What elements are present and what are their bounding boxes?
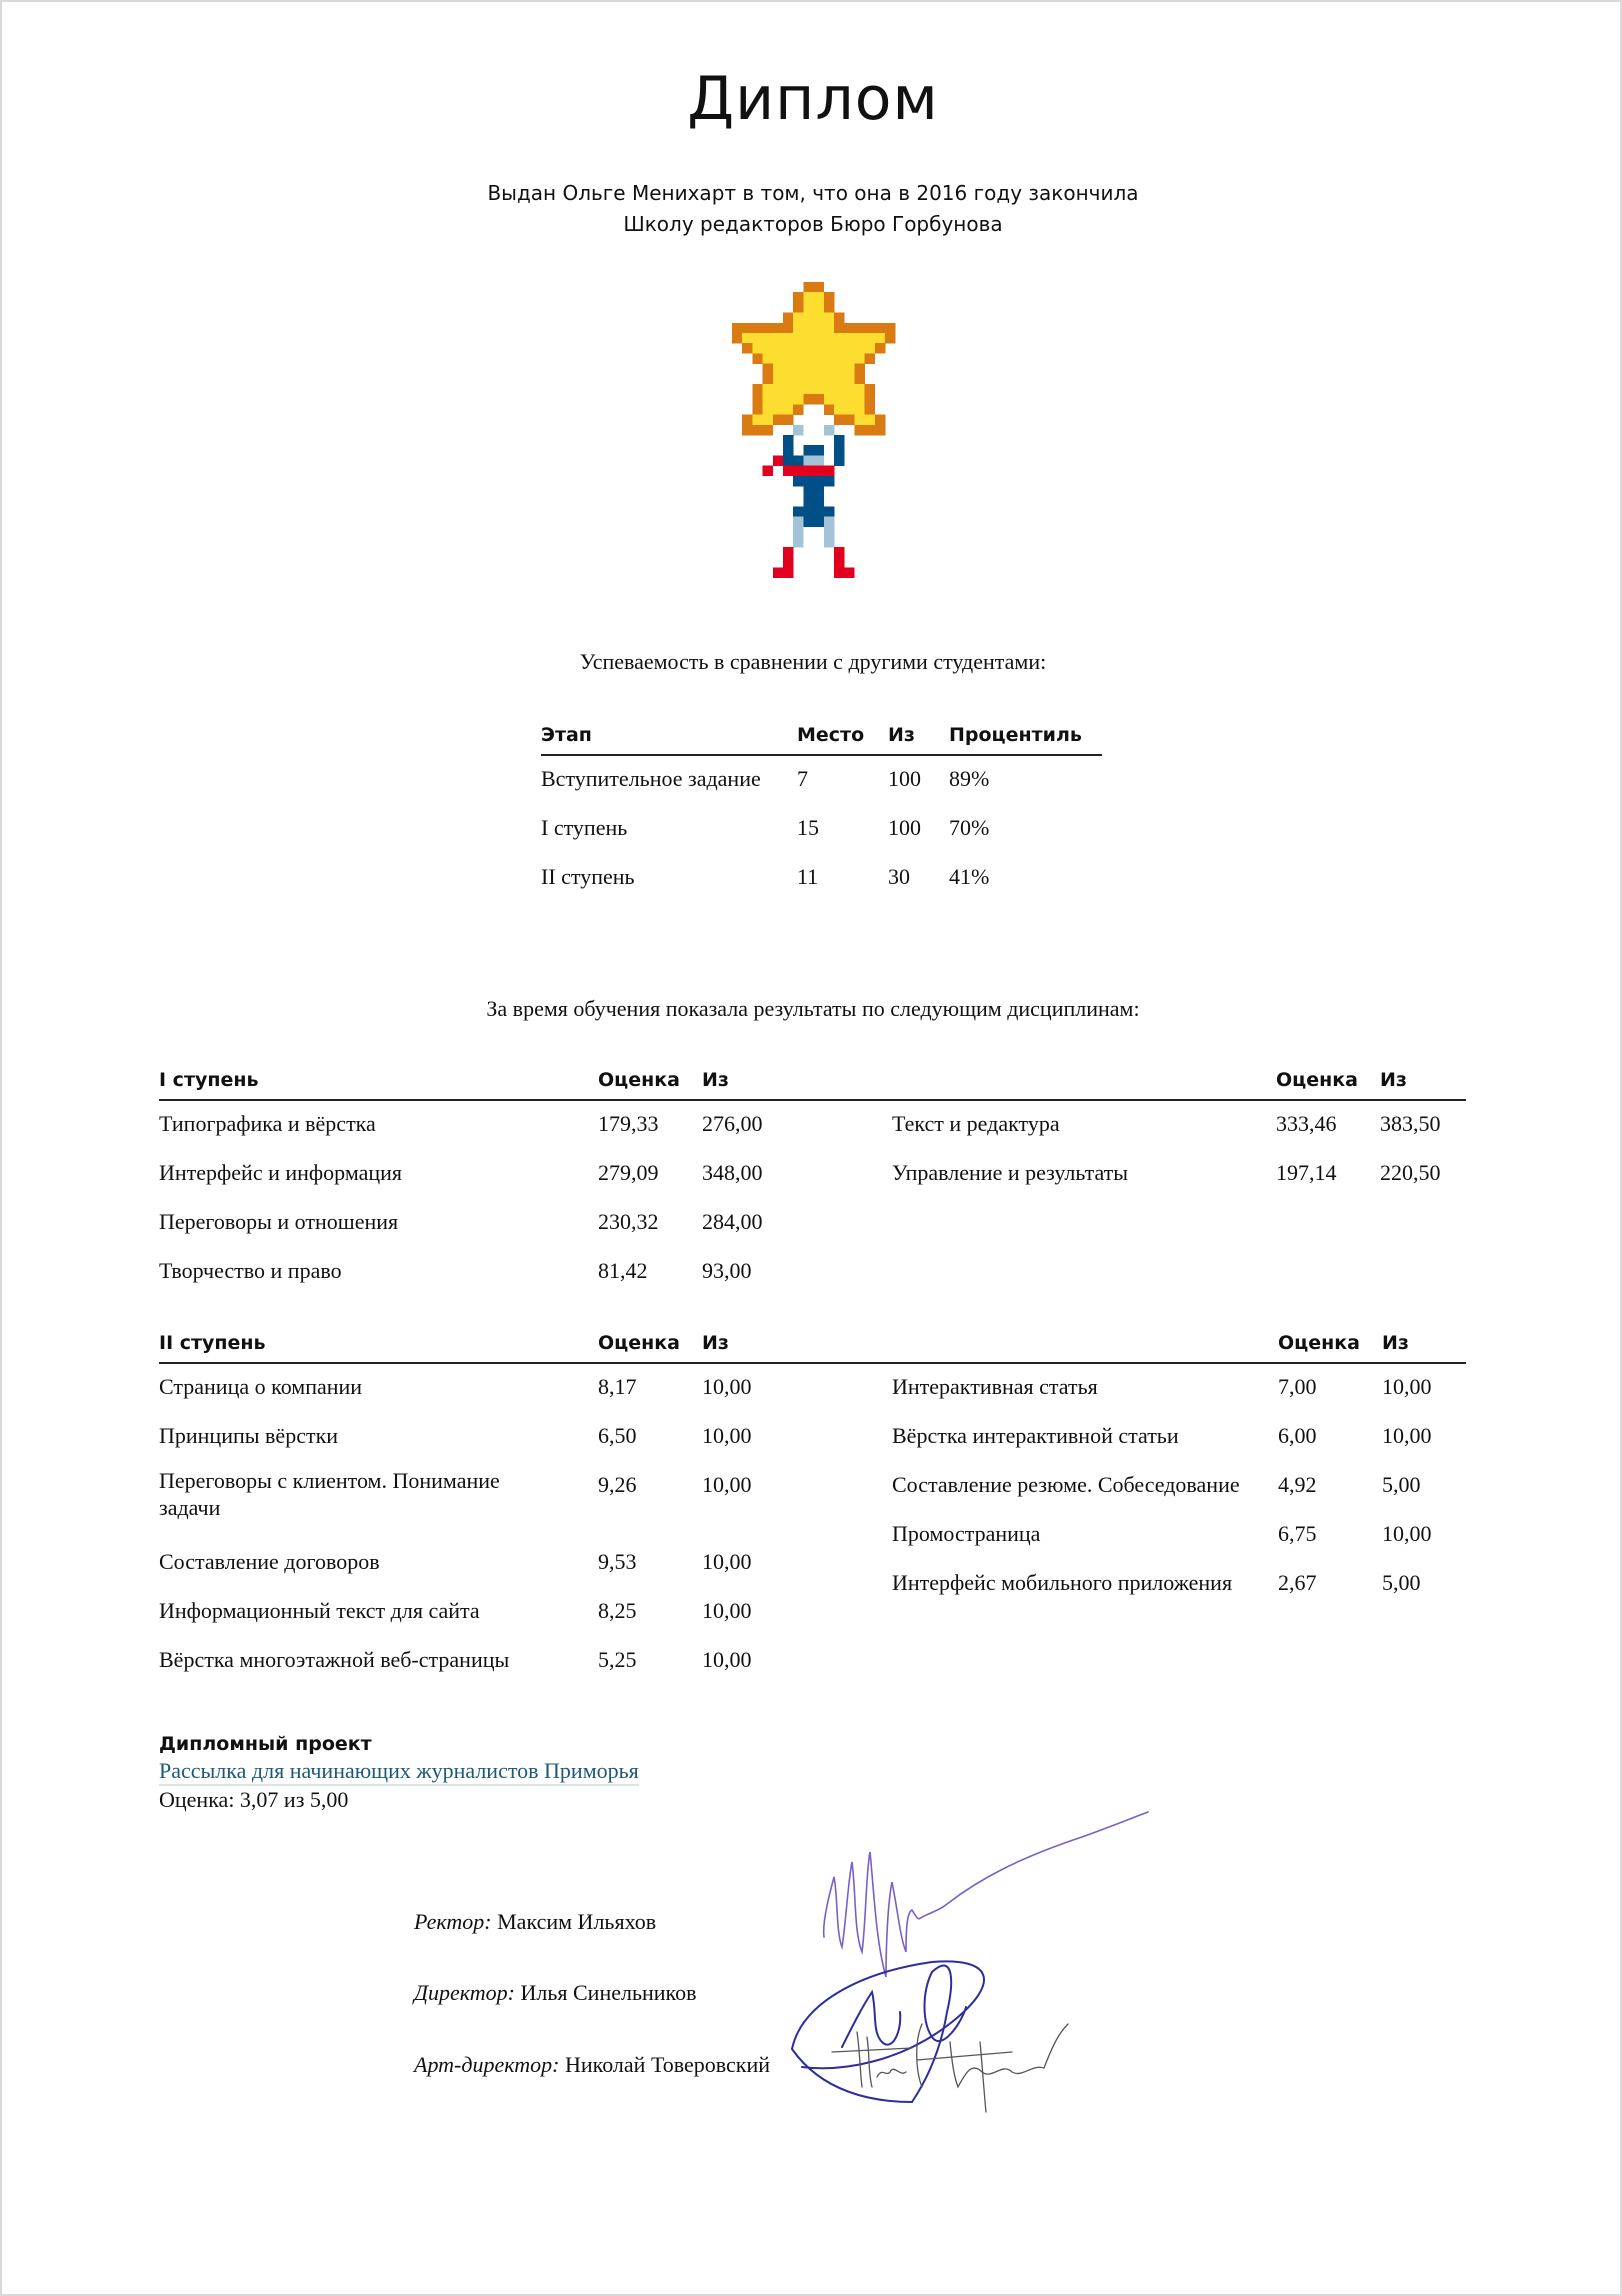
discipline-name: Переговоры с клиентом. Понимание задачи [159,1468,500,1520]
pixel-block [742,425,773,436]
discipline-name: Составление договоров [159,1549,380,1574]
discipline-score: 4,92 [1278,1472,1317,1497]
pixel-block [834,415,855,426]
discipline-name: Интерактивная статья [892,1374,1098,1399]
discipline-score: 81,42 [598,1258,648,1283]
pixel-block [732,333,743,344]
pixel-block [793,506,834,517]
pixel-block [824,425,835,436]
signatory-role: Директор: [414,1980,515,2005]
discipline-max: 383,50 [1380,1111,1441,1136]
performance-table [541,720,1102,903]
stage2-score-header-right: Оценка [1278,1332,1360,1354]
discipline-row [159,1462,799,1539]
signatory-name: Максим Ильяхов [497,1909,657,1934]
discipline-score: 333,46 [1276,1111,1337,1136]
pixel-block [803,282,824,293]
discipline-max: 10,00 [1382,1423,1432,1448]
pixel-block [854,374,865,385]
pixel-block [763,466,774,477]
pixel-block [875,343,886,354]
pixel-block [763,394,804,405]
pixel-block [803,302,824,313]
pixel-block [793,404,804,415]
pixel-block [834,323,896,334]
stage1-title: I ступень [159,1069,259,1091]
discipline-row [159,1588,799,1637]
signatory-director [414,1980,697,2006]
discipline-row [159,1101,799,1150]
pixel-block [783,466,834,477]
discipline-name: Составление резюме. Собеседование [892,1472,1240,1497]
signatory-role: Арт-директор: [414,2052,560,2077]
discipline-max: 10,00 [702,1423,752,1448]
pixel-block [865,353,876,364]
pixel-block [834,547,845,558]
discipline-name: Вёрстка интерактивной статьи [892,1423,1179,1448]
pixel-block [793,527,804,538]
discipline-max: 10,00 [702,1549,752,1574]
discipline-score: 9,53 [598,1549,637,1574]
cell-stage: Вступительное задание [541,766,761,791]
discipline-row [159,1539,799,1588]
cell-place: 7 [797,766,808,791]
stage1-score-header-left: Оценка [598,1069,680,1091]
stage2-of-header-right: Из [1382,1332,1409,1354]
subtitle-line-2: Школу редакторов Бюро Горбунова [623,212,1003,236]
pixel-block [742,415,753,426]
performance-table-header [541,720,1102,756]
pixel-block [752,394,763,405]
pixel-block [875,415,886,426]
stage2-score-header-left: Оценка [598,1332,680,1354]
pixel-block [763,404,794,415]
pixel-block [732,323,794,334]
director-signature-icon [792,1961,984,2102]
subtitle-line-1: Выдан Ольге Менихарт в том, что она в 2016 году закончила [487,181,1139,205]
discipline-score: 8,17 [598,1374,637,1399]
discipline-score: 2,67 [1278,1570,1317,1595]
pixel-block [752,353,763,364]
pixel-block [824,517,835,528]
discipline-max: 220,50 [1380,1160,1441,1185]
pixel-block [752,415,773,426]
project-heading: Дипломный проект [159,1733,372,1755]
pixel-block [824,292,835,303]
discipline-name: Текст и редактура [892,1111,1060,1136]
discipline-score: 7,00 [1278,1374,1317,1399]
cell-of: 100 [888,766,921,791]
pixel-block [803,517,824,528]
discipline-max: 10,00 [702,1374,752,1399]
discipline-max: 10,00 [1382,1521,1432,1546]
signatory-art-director [414,2052,770,2078]
subtitle [2,178,1622,240]
pixel-block [742,343,753,354]
discipline-name: Интерфейс и информация [159,1160,403,1185]
discipline-row [892,1413,1466,1462]
discipline-max: 348,00 [702,1160,763,1185]
pixel-block [773,455,784,466]
discipline-score: 6,00 [1278,1423,1317,1448]
stage1-disciplines [159,1065,1466,1283]
discipline-max: 10,00 [702,1472,752,1497]
stage1-of-header-right: Из [1380,1069,1407,1091]
pixel-block [834,404,865,415]
pixel-block [752,384,763,395]
pixel-block [803,394,824,405]
discipline-name: Вёрстка многоэтажной веб-страницы [159,1647,510,1672]
pixel-block [752,343,875,354]
discipline-score: 6,75 [1278,1521,1317,1546]
signatory-name: Николай Товеровский [564,2052,771,2077]
discipline-name: Информационный текст для сайта [159,1598,480,1623]
pixel-block [783,313,794,324]
pixel-block [824,527,835,538]
pixel-block [783,547,794,558]
performance-row [541,854,1102,903]
pixel-block [793,517,804,528]
pixel-block [854,415,875,426]
pixel-block [793,425,804,436]
pixel-block [793,302,804,313]
pixel-block [763,374,774,385]
discipline-name: Творчество и право [159,1258,342,1283]
pixel-block [763,364,774,375]
pixel-block [793,313,834,324]
pixel-block [783,435,794,446]
discipline-max: 5,00 [1382,1570,1421,1595]
pixel-block [783,455,804,466]
discipline-row [159,1199,799,1248]
discipline-name: Управление и результаты [892,1160,1129,1185]
discipline-row [892,1462,1466,1511]
discipline-score: 197,14 [1276,1160,1337,1185]
pixel-block [773,374,855,385]
discipline-score: 6,50 [598,1423,637,1448]
pixel-block [834,455,845,466]
header-place: Место [797,724,865,746]
discipline-name: Типографика и вёрстка [159,1111,376,1136]
discipline-name: Промостраница [892,1521,1041,1546]
pixel-block [824,302,835,313]
cell-place: 11 [797,864,819,889]
pixel-block [793,323,834,334]
page-title: Диплом [687,64,939,134]
stage2-header [159,1328,1466,1364]
header-percentile: Процентиль [949,724,1082,746]
discipline-row [159,1248,799,1297]
pixel-block [865,394,876,405]
cell-percentile: 41% [949,864,990,889]
pixel-block [854,425,885,436]
pixel-block [834,557,845,568]
pixel-block [854,364,865,375]
performance-caption: Успеваемость в сравнении с другими студентами: [579,649,1047,674]
stage1-score-header-right: Оценка [1276,1069,1358,1091]
cell-place: 15 [797,815,819,840]
discipline-row [892,1150,1466,1199]
discipline-name: Интерфейс мобильного приложения [892,1570,1233,1595]
discipline-max: 10,00 [702,1598,752,1623]
pixel-block [783,557,794,568]
discipline-max: 93,00 [702,1258,752,1283]
stage2-disciplines [159,1328,1466,1672]
pixel-block [803,455,824,466]
pixel-block [824,394,865,405]
discipline-max: 5,00 [1382,1472,1421,1497]
performance-row [541,805,1102,854]
pixel-block [865,404,876,415]
discipline-row [159,1364,799,1413]
pixel-block [763,353,865,364]
discipline-row [892,1101,1466,1150]
discipline-max: 10,00 [1382,1374,1432,1399]
header-of: Из [888,724,915,746]
pixel-block [865,384,876,395]
signatory-role: Ректор: [414,1909,492,1934]
discipline-score: 179,33 [598,1111,659,1136]
discipline-row [892,1560,1466,1609]
pixel-block [773,415,794,426]
pixel-block [803,486,824,497]
project-grade: Оценка: 3,07 из 5,00 [159,1787,349,1812]
discipline-max: 284,00 [702,1209,763,1234]
discipline-score: 5,25 [598,1647,637,1672]
header-stage: Этап [541,724,592,746]
diploma-project [159,1730,639,1813]
stage2-of-header-left: Из [702,1332,729,1354]
pixel-hero-star-icon [732,282,898,582]
discipline-score: 8,25 [598,1598,637,1623]
pixel-block [793,537,804,548]
discipline-name: Принципы вёрстки [159,1423,339,1448]
discipline-max: 276,00 [702,1111,763,1136]
stage2-title: II ступень [159,1332,266,1354]
pixel-block [742,333,885,344]
cell-of: 30 [888,864,910,889]
pixel-block [763,384,865,395]
rector-signature-icon [824,1812,1148,1977]
discipline-name: Страница о компании [159,1374,363,1399]
pixel-block [773,568,794,579]
pixel-block [793,476,834,487]
pixel-block [834,435,845,446]
cell-stage: I ступень [541,815,628,840]
signatures [782,1802,1162,2122]
discipline-row [892,1511,1466,1560]
cell-stage: II ступень [541,864,635,889]
signatory-rector [414,1909,656,1935]
discipline-max: 10,00 [702,1647,752,1672]
cell-of: 100 [888,815,921,840]
discipline-row [159,1150,799,1199]
cell-percentile: 70% [949,815,990,840]
project-link[interactable]: Рассылка для начинающих журналистов Приморья [159,1758,639,1786]
signatory-name: Илья Синельников [520,1980,697,2005]
discipline-score: 230,32 [598,1209,659,1234]
discipline-row [159,1637,799,1686]
cell-percentile: 89% [949,766,990,791]
stage1-of-header-left: Из [702,1069,729,1091]
stage1-header [159,1065,1466,1101]
pixel-block [834,313,845,324]
pixel-block [803,445,824,456]
pixel-block [783,445,794,456]
pixel-block [885,333,896,344]
pixel-block [803,496,824,507]
discipline-score: 279,09 [598,1160,659,1185]
pixel-block [834,568,855,579]
discipline-name: Переговоры и отношения [159,1209,399,1234]
pixel-block [824,404,835,415]
pixel-block [793,292,804,303]
pixel-block [773,364,855,375]
performance-row [541,756,1102,805]
discipline-row [892,1364,1466,1413]
pixel-block [803,292,824,303]
art-director-signature-icon [832,2024,1068,2112]
pixel-block [834,445,845,456]
discipline-row [159,1413,799,1462]
pixel-block [752,404,763,415]
discipline-score: 9,26 [598,1472,637,1497]
pixel-block [824,537,835,548]
disciplines-caption: За время обучения показала результаты по следующим дисциплинам: [486,996,1140,1021]
